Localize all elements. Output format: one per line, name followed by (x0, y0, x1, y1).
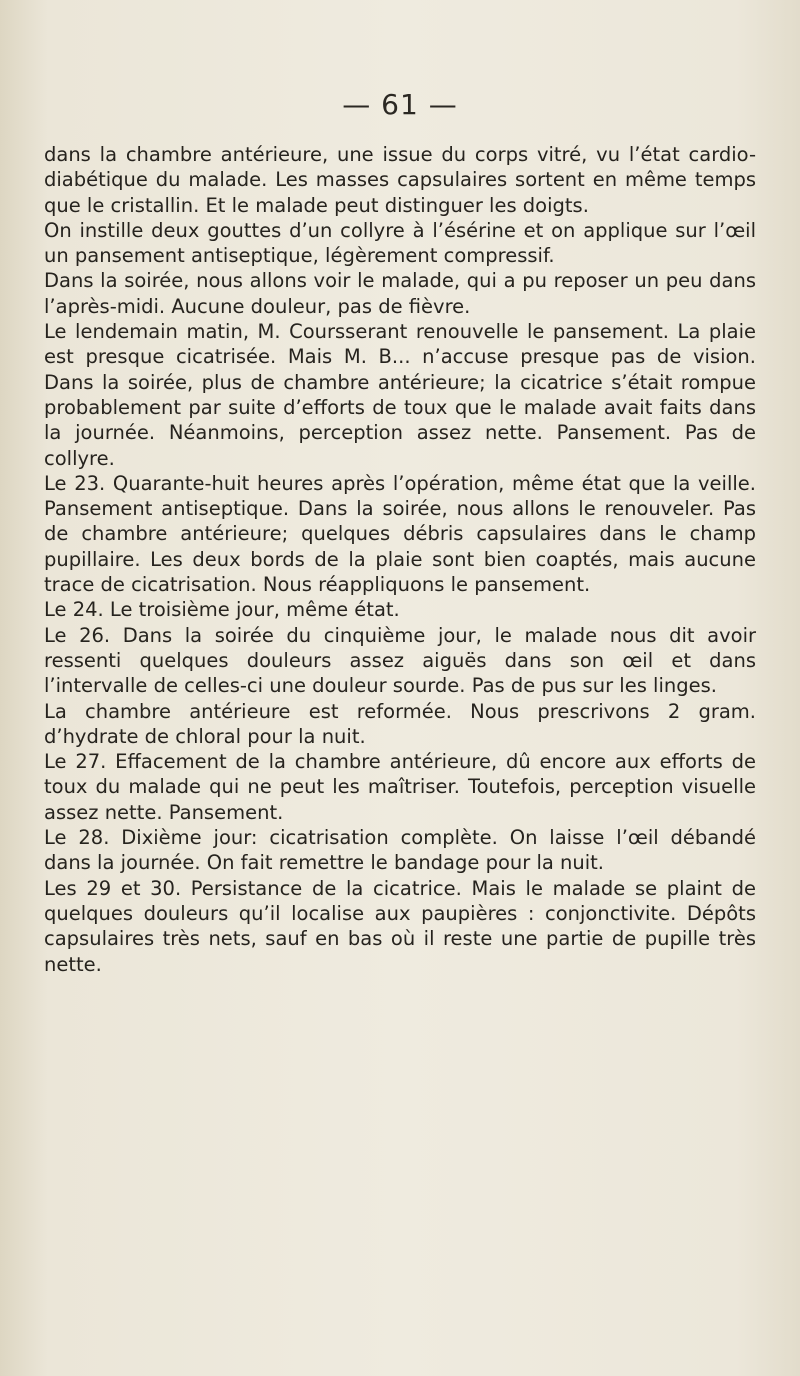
paragraph-5: Le 23. Quarante-huit heures après l’opération, même état que la veille. Pansement antiseptique. Dans la soirée, nous allons le renouveler. Pas de chambre antérieure; quelques débris capsulaires dans le champ pupillaire. Les deux bords de la plaie sont bien coaptés, mais aucune trace de cicatrisation. Nous réappliquons le pansement. (44, 471, 756, 597)
paragraph-9: Le 27. Effacement de la chambre antérieure, dû encore aux efforts de toux du malade qui ne peut les maîtriser. Toutefois, perception visuelle assez nette. Pansement. (44, 750, 756, 824)
paragraph-3: Dans la soirée, nous allons voir le malade, qui a pu reposer un peu dans l’après-midi. Aucune douleur, pas de fièvre. (44, 269, 756, 318)
paragraph-10: Le 28. Dixième jour: cicatrisation complète. On laisse l’œil débandé dans la journée. On fait remettre le bandage pour la nuit. (44, 826, 756, 875)
paragraph-7: Le 26. Dans la soirée du cinquième jour, le malade nous dit avoir ressenti quelques douleurs assez aiguës dans son œil et dans l’intervalle de celles-ci une douleur sourde. Pas de pus sur les linges. (44, 623, 756, 698)
paragraph-8: La chambre antérieure est reformée. Nous prescrivons 2 gram. d’hydrate de chloral pour la nuit. (44, 699, 756, 748)
body-text (44, 142, 756, 977)
paragraph-2: On instille deux gouttes d’un collyre à l’ésérine et on applique sur l’œil un pansement antiseptique, légèrement compressif. (44, 218, 756, 268)
paragraph-6: Le 24. Le troisième jour, même état. (44, 598, 400, 622)
page-number: — 61 — (342, 88, 458, 121)
paragraph-4: Le lendemain matin, M. Coursserant renouvelle le pansement. La plaie est presque cicatrisée. Mais M. B... n’accuse presque pas de vision. Dans la soirée, plus de chambre antérieure; la cicatrice s’était rompue probablement par suite d’efforts de toux que le malade avait faits dans la journée. Néanmoins, perception assez nette. Pansement. Pas de collyre. (44, 320, 756, 470)
paragraph-11: Les 29 et 30. Persistance de la cicatrice. Mais le malade se plaint de quelques douleurs qu’il localise aux paupières : conjonctivite. Dépôts capsulaires très nets, sauf en bas où il reste une partie de pupille très nette. (44, 876, 756, 976)
paragraph-1: dans la chambre antérieure, une issue du corps vitré, vu l’état cardio-diabétique du malade. Les masses capsulaires sortent en même temps que le cristallin. Et le malade peut distinguer les doigts. (44, 143, 756, 217)
